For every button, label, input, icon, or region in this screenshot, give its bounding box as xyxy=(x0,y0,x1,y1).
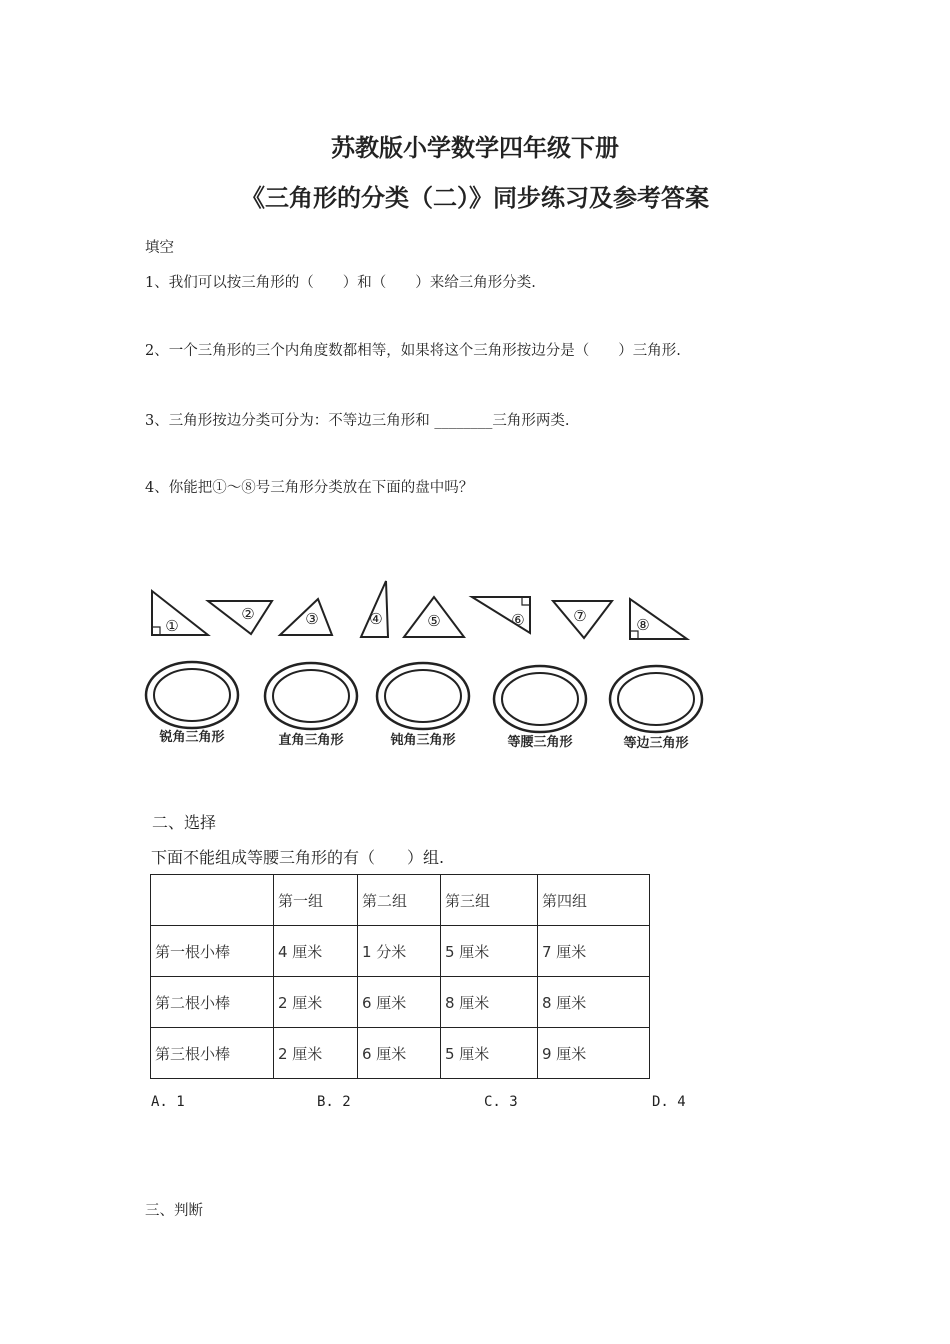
table-cell: 1 分米 xyxy=(358,926,441,977)
right-angle-mark-6 xyxy=(522,597,530,605)
question-1: 1、我们可以按三角形的（ ）和（ ）来给三角形分类. xyxy=(145,275,536,291)
question-2: 2、一个三角形的三个内角度数都相等，如果将这个三角形按边分是（ ）三角形. xyxy=(145,343,681,359)
right-angle-mark-1 xyxy=(152,627,160,635)
option-b: B. 2 xyxy=(317,1094,351,1110)
plate-label-isosceles: 等腰三角形 xyxy=(507,735,573,750)
plate-label-equilateral: 等边三角形 xyxy=(623,736,689,751)
triangle-label-2: ② xyxy=(241,605,255,623)
plate-label-obtuse: 钝角三角形 xyxy=(390,733,456,748)
page-subtitle: 《三角形的分类（二）》同步练习及参考答案 xyxy=(241,183,709,212)
table-cell: 8 厘米 xyxy=(538,977,650,1028)
choice-question: 下面不能组成等腰三角形的有（ ）组. xyxy=(151,848,445,867)
triangle-2 xyxy=(208,601,272,634)
table-header-row xyxy=(151,875,650,926)
judge-heading: 三、判断 xyxy=(145,1203,203,1219)
choice-heading: 二、选择 xyxy=(152,813,217,832)
table-cell: 7 厘米 xyxy=(538,926,650,977)
table-cell: 6 厘米 xyxy=(358,1028,441,1079)
table-row xyxy=(151,1028,650,1079)
triangle-label-7: ⑦ xyxy=(573,607,587,625)
triangle-label-3: ③ xyxy=(305,610,319,628)
table-cell: 5 厘米 xyxy=(441,926,538,977)
option-a: A. 1 xyxy=(151,1094,185,1110)
plate-1 xyxy=(146,662,238,728)
triangle-label-8: ⑧ xyxy=(636,616,650,634)
triangle-label-5: ⑤ xyxy=(427,612,441,630)
option-d: D. 4 xyxy=(652,1094,686,1110)
triangle-label-1: ① xyxy=(165,617,179,635)
sticks-table xyxy=(150,874,650,1079)
fill-blank-heading: 填空 xyxy=(145,240,174,256)
plate-4 xyxy=(494,666,586,732)
table-cell: 2 厘米 xyxy=(274,977,358,1028)
table-header-cell: 第二组 xyxy=(358,875,441,926)
table-cell: 第一根小棒 xyxy=(151,926,274,977)
triangle-label-6: ⑥ xyxy=(511,611,525,629)
table-cell: 4 厘米 xyxy=(274,926,358,977)
option-c: C. 3 xyxy=(484,1094,518,1110)
table-header-cell: 第三组 xyxy=(441,875,538,926)
table-cell: 5 厘米 xyxy=(441,1028,538,1079)
plate-5 xyxy=(610,666,702,732)
question-4: 4、你能把①～⑧号三角形分类放在下面的盘中吗？ xyxy=(145,480,474,496)
plate-label-acute: 锐角三角形 xyxy=(159,730,225,745)
table-header-cell xyxy=(151,875,274,926)
plate-3 xyxy=(377,663,469,729)
plate-2 xyxy=(265,663,357,729)
table-header-cell: 第四组 xyxy=(538,875,650,926)
plate-label-right: 直角三角形 xyxy=(278,733,344,748)
triangle-4 xyxy=(361,581,388,637)
triangle-classification-figure xyxy=(130,575,730,760)
table-cell: 9 厘米 xyxy=(538,1028,650,1079)
table-cell: 第三根小棒 xyxy=(151,1028,274,1079)
table-row xyxy=(151,977,650,1028)
table-row xyxy=(151,926,650,977)
page-title: 苏教版小学数学四年级下册 xyxy=(331,133,619,162)
table-cell: 第二根小棒 xyxy=(151,977,274,1028)
table-cell: 2 厘米 xyxy=(274,1028,358,1079)
question-3: 3、三角形按边分类可分为：不等边三角形和 ________三角形两类. xyxy=(145,413,570,429)
table-cell: 6 厘米 xyxy=(358,977,441,1028)
table-header-cell: 第一组 xyxy=(274,875,358,926)
table-cell: 8 厘米 xyxy=(441,977,538,1028)
triangle-label-4: ④ xyxy=(369,610,383,628)
